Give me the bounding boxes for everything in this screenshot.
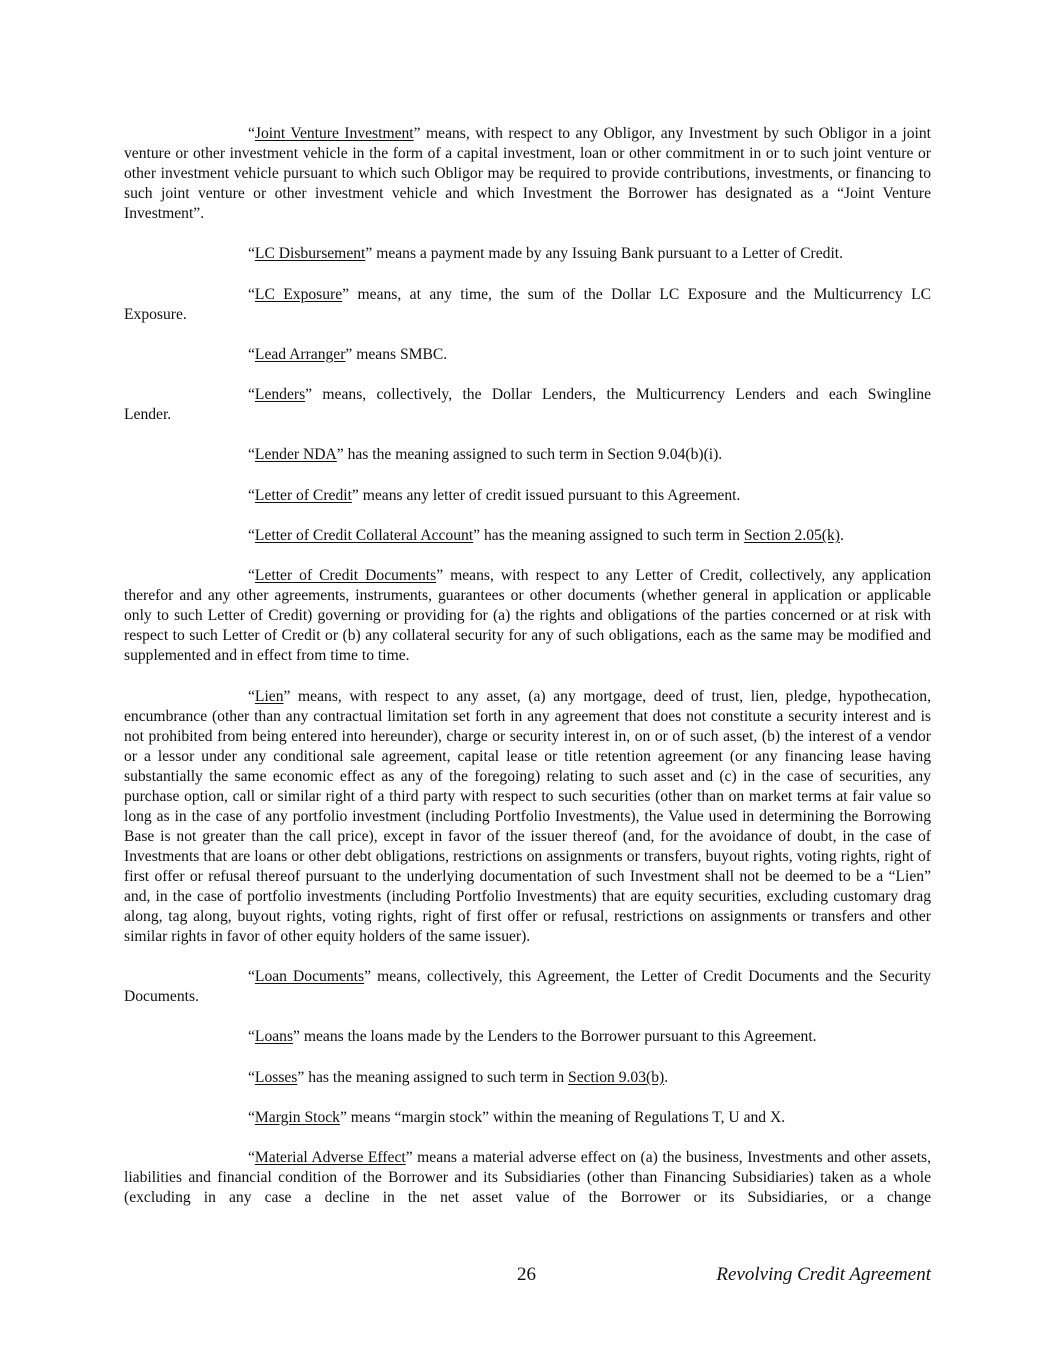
definition-paragraph: “Material Adverse Effect” means a material adverse effect on (a) the business, Investments and other assets, liabilities and financial condition of the Borrower and its Subsidiaries (other than Financing Subsidiaries) taken as a whole (excluding in any case a decline in the net asset value of the Borrower or its Subsidiaries, or a change [124, 1149, 931, 1207]
definition-paragraph: “Letter of Credit” means any letter of credit issued pursuant to this Agreement. [248, 486, 741, 504]
definition-text: ” means the loans made by the Lenders to the Borrower pursuant to this Agreement. [293, 1028, 817, 1046]
definition-paragraph: “Lender NDA” has the meaning assigned to such term in Section 9.04(b)(i). [248, 446, 723, 464]
definition-first-line: “Lenders” means, collectively, the Dollar Lenders, the Multicurrency Lenders and each Swingline [248, 386, 931, 404]
document-title: Revolving Credit Agreement [716, 1264, 931, 1285]
defined-term: LC Disbursement [254, 245, 366, 263]
document-body [124, 124, 931, 1228]
definition-paragraph: “Joint Venture Investment” means, with respect to any Obligor, any Investment by such Obligor in a joint venture or other investment vehicle in the form of a capital investment, loan or other commitment in or to such joint venture or other investment vehicle pursuant to which such Obligor may be required to provide contributions, investments, or financing to such joint venture or other investment vehicle and which Investment the Borrower has designated as a “Joint Venture Investment”. [124, 125, 931, 222]
defined-term: Joint Venture Investment [254, 125, 414, 142]
definition-paragraph [124, 285, 931, 325]
defined-term: Letter of Credit Collateral Account [254, 527, 474, 545]
definition-text: ” means, with respect to any asset, (a) any mortgage, deed of trust, lien, pledge, hypothecation, encumbrance (other than any contractual limitation set forth in any agreement that does not constitute a security interest and is not prohibited from being entered into hereunder), charge or security interest in, on or of such asset, (b) the interest of a vendor or a lessor under any conditional sale agreement, capital lease or title retention agreement (or any financing lease having substantially the same economic effect as any of the foregoing) relating to such asset and (c) in the case of securities, any purchase option, call or similar right of a third party with respect to such securities (other than on market terms at fair value so long as in the case of any portfolio investment (including Portfolio Investments), the Value used in determining the Borrowing Base is not greater than the call price), except in favor of the issuer thereof (and, for the avoidance of doubt, in the case of Investments that are loans or other debt obligations, restrictions on assignments or transfers, buyout rights, voting rights, right of first offer or refusal thereof pursuant to the underlying documentation of such Investment shall not be deemed to be a “Lien” and, in the case of portfolio investments (including Portfolio Investments) that are equity securities, excluding customary drag along, tag along, buyout rights, voting rights, right of first offer or refusal, restrictions on assignments or transfers and other similar rights in favor of other equity holders of the same issuer). [124, 687, 931, 945]
defined-term: Lender NDA [254, 446, 337, 464]
definition-first-line: “LC Exposure” means, at any time, the sum of the Dollar LC Exposure and the Multicurrency LC [248, 285, 931, 303]
definition-paragraph: “Loan Documents” means, collectively, this Agreement, the Letter of Credit Documents and the Security Documents. [124, 967, 932, 1005]
defined-term: Lenders [254, 386, 306, 404]
defined-term: Lead Arranger [254, 345, 346, 363]
definition-text: ” has the meaning assigned to such term in Section 9.04(b)(i). [336, 446, 723, 464]
definition-text: ” means, collectively, the Dollar Lenders, the Multicurrency Lenders and each Swingline [305, 386, 931, 404]
defined-term: Loan Documents [254, 967, 365, 985]
definition-text: ” means any letter of credit issued pursuant to this Agreement. [351, 486, 741, 504]
definition-paragraph: “Lien” means, with respect to any asset, (a) any mortgage, deed of trust, lien, pledge, hypothecation, encumbrance (other than any contractual limitation set forth in any agreement that does not constitute a security interest and is not prohibited from being entered into hereunder), charge or security interest in, on or of such asset, (b) the interest of a vendor or a lessor under any conditional sale agreement, capital lease or title retention agreement (or any financing lease having substantially the same economic effect as any of the foregoing) relating to such asset and (c) in the case of securities, any purchase option, call or similar right of a third party with respect to such securities (other than on market terms at fair value so long as in the case of any portfolio investment (including Portfolio Investments), the Value used in determining the Borrowing Base is not greater than the call price), except in favor of the issuer thereof (and, for the avoidance of doubt, in the case of Investments that are loans or other debt obligations, restrictions on assignments or transfers, buyout rights, voting rights, right of first offer or refusal thereof pursuant to the underlying documentation of such Investment shall not be deemed to be a “Lien” and, in the case of portfolio investments (including Portfolio Investments) that are equity securities, excluding customary drag along, tag along, buyout rights, voting rights, right of first offer or refusal, restrictions on assignments or transfers and other similar rights in favor of other equity holders of the same issuer). [124, 687, 931, 945]
definition-text: ” means SMBC. [345, 345, 448, 363]
definition-text: ” means, collectively, this Agreement, the Letter of Credit Documents and the Security Documents. [124, 967, 932, 1005]
section-reference: Section 2.05(k) [743, 527, 840, 545]
definition-text: ” means, with respect to any Letter of Credit, collectively, any application therefor and any other agreements, instruments, guarantees or other documents (whether general in application or applicable only to such Letter of Credit) governing or providing for (a) the rights and obligations of the parties concerned or at risk with respect to such Letter of Credit or (b) any collateral security for any of such obligations, each as the same may be modified and supplemented and in effect from time to time. [124, 567, 931, 665]
defined-term: Letter of Credit Documents [254, 567, 437, 585]
definition-text: ” has the meaning assigned to such term in [473, 527, 744, 545]
definition-paragraph: “Letter of Credit Collateral Account” has the meaning assigned to such term in Section 2.05(k). [248, 527, 844, 545]
definition-paragraph: “Letter of Credit Documents” means, with respect to any Letter of Credit, collectively, any application therefor and any other agreements, instruments, guarantees or other documents (whether general in application or applicable only to such Letter of Credit) governing or providing for (a) the rights and obligations of the parties concerned or at risk with respect to such Letter of Credit or (b) any collateral security for any of such obligations, each as the same may be modified and supplemented and in effect from time to time. [124, 567, 931, 665]
definition-text: ” means a payment made by any Issuing Bank pursuant to a Letter of Credit. [365, 245, 844, 263]
definition-paragraph [124, 385, 931, 425]
page-number: 26 [517, 1264, 536, 1285]
definition-paragraph: “Margin Stock” means “margin stock” within the meaning of Regulations T, U and X. [248, 1108, 786, 1126]
defined-term: Material Adverse Effect [254, 1149, 406, 1167]
definition-paragraph: “Lead Arranger” means SMBC. [248, 345, 448, 363]
definition-text: ” means, with respect to any Obligor, any Investment by such Obligor in a joint venture or other investment vehicle in the form of a capital investment, loan or other commitment in or to such joint venture or other investment vehicle pursuant to which such Obligor may be required to provide contributions, investments, or financing to such joint venture or other investment vehicle and which Investment the Borrower has designated as a “Joint Venture Investment”. [124, 125, 931, 222]
definition-wrapped-line: Exposure. [124, 305, 187, 323]
definition-text: ” means a material adverse effect on (a) the business, Investments and other assets, liabilities and financial condition of the Borrower and its Subsidiaries (other than Financing Subsidiaries) taken as a whole (excluding in any case a decline in the net asset value of the Borrower or its Subsidiaries, or a change [124, 1149, 931, 1207]
definition-text: ” means “margin stock” within the meaning of Regulations T, U and X. [339, 1108, 786, 1126]
section-reference: Section 9.03(b) [568, 1068, 665, 1086]
defined-term: Margin Stock [254, 1108, 340, 1126]
definition-text: ” has the meaning assigned to such term in [297, 1068, 569, 1086]
definition-paragraph: “LC Disbursement” means a payment made by any Issuing Bank pursuant to a Letter of Credit. [248, 245, 844, 263]
defined-term: Losses [254, 1068, 298, 1086]
definition-text-end: . [840, 527, 844, 545]
defined-term: Letter of Credit [254, 486, 352, 504]
definition-text: ” means, at any time, the sum of the Dollar LC Exposure and the Multicurrency LC [342, 285, 931, 303]
defined-term: Lien [254, 687, 284, 705]
definition-paragraph: “Loans” means the loans made by the Lenders to the Borrower pursuant to this Agreement. [248, 1028, 817, 1046]
defined-term: LC Exposure [254, 285, 343, 303]
definition-paragraph: “Losses” has the meaning assigned to such term in Section 9.03(b). [248, 1068, 669, 1086]
definition-wrapped-line: Lender. [124, 406, 172, 424]
definition-text-end: . [664, 1068, 669, 1086]
defined-term: Loans [254, 1028, 294, 1046]
